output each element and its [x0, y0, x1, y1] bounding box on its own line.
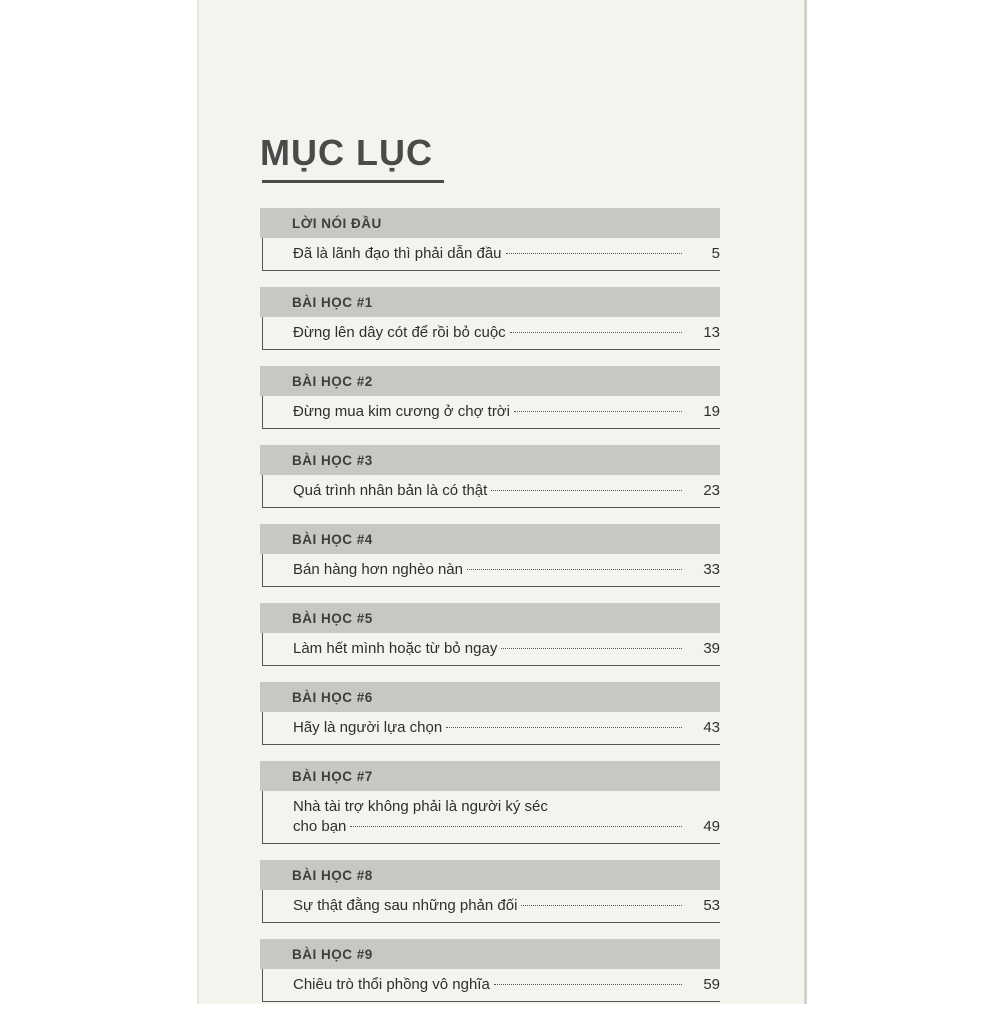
toc-section: [260, 524, 720, 587]
entry-title: Hãy là người lựa chọn: [293, 719, 443, 736]
section-header: BÀI HỌC #3: [260, 445, 720, 475]
dot-leader: [514, 411, 682, 412]
entry-title: Đừng lên dây cót để rồi bỏ cuộc: [293, 324, 506, 341]
page-number: 5: [711, 245, 720, 262]
page-title: MỤC LỤC: [260, 132, 433, 173]
title-underline: [262, 180, 444, 183]
page-number: 23: [703, 482, 720, 499]
toc-section: [260, 208, 720, 271]
entry-title: Bán hàng hơn nghèo nàn: [293, 561, 463, 578]
toc-entry: [262, 633, 720, 666]
toc-section: [260, 287, 720, 350]
dot-leader: [350, 826, 682, 827]
page-number: 43: [703, 719, 720, 736]
page-number: 49: [703, 818, 720, 835]
dot-leader: [506, 253, 683, 254]
dot-leader: [494, 984, 682, 985]
section-header: BÀI HỌC #9: [260, 939, 720, 969]
page-number: 13: [703, 324, 720, 341]
section-header: BÀI HỌC #8: [260, 860, 720, 890]
toc-section: [260, 761, 720, 844]
page-number: 33: [703, 561, 720, 578]
toc-entry: [262, 317, 720, 350]
toc-entry: [262, 396, 720, 429]
entry-title: Đã là lãnh đạo thì phải dẫn đầu: [293, 245, 502, 262]
dot-leader: [510, 332, 682, 333]
toc-section: [260, 366, 720, 429]
toc-entry: [262, 791, 720, 844]
section-header: BÀI HỌC #2: [260, 366, 720, 396]
page-number: 19: [703, 403, 720, 420]
page-number: 59: [703, 976, 720, 993]
section-header: BÀI HỌC #4: [260, 524, 720, 554]
toc-entry: [262, 554, 720, 587]
toc-section: [260, 682, 720, 745]
section-header: BÀI HỌC #1: [260, 287, 720, 317]
dot-leader: [467, 569, 682, 570]
entry-title: Làm hết mình hoặc từ bỏ ngay: [293, 640, 498, 657]
page-edge: [805, 0, 807, 1004]
toc-section: [260, 939, 720, 1002]
section-header: BÀI HỌC #7: [260, 761, 720, 791]
toc-section: [260, 860, 720, 923]
table-of-contents: [260, 208, 720, 1018]
entry-title: Đừng mua kim cương ở chợ trời: [293, 403, 510, 420]
dot-leader: [446, 727, 682, 728]
toc-entry: [262, 712, 720, 745]
dot-leader: [521, 905, 682, 906]
toc-section: [260, 603, 720, 666]
entry-title: Quá trình nhân bản là có thật: [293, 482, 488, 499]
toc-section: [260, 445, 720, 508]
page-number: 53: [703, 897, 720, 914]
page-number: 39: [703, 640, 720, 657]
toc-entry: [262, 238, 720, 271]
toc-entry: [262, 475, 720, 508]
section-header: LỜI NÓI ĐẦU: [260, 208, 720, 238]
section-header: BÀI HỌC #5: [260, 603, 720, 633]
toc-entry: [262, 890, 720, 923]
dot-leader: [491, 490, 682, 491]
entry-title: cho bạn: [293, 818, 347, 835]
section-header: BÀI HỌC #6: [260, 682, 720, 712]
entry-title-line1: Nhà tài trợ không phải là người ký séc: [293, 798, 548, 815]
toc-entry: [262, 969, 720, 1002]
dot-leader: [501, 648, 682, 649]
entry-title: Chiêu trò thổi phồng vô nghĩa: [293, 976, 490, 993]
entry-title: Sự thật đằng sau những phản đối: [293, 897, 518, 914]
